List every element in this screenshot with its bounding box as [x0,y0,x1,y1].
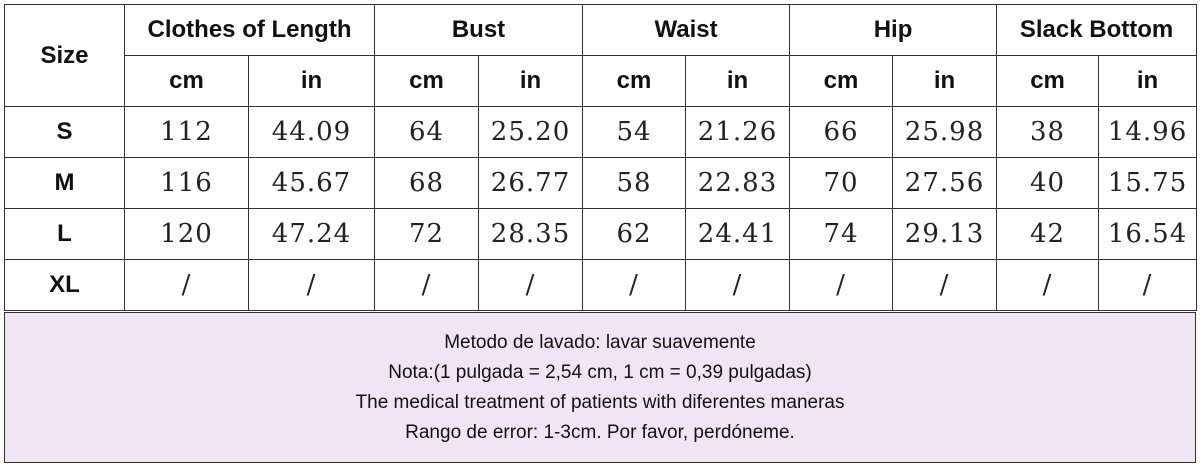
unit-in: in [893,56,997,107]
unit-cm: cm [997,56,1099,107]
table-cell: 116 [125,158,249,209]
table-cell: 112 [125,107,249,158]
table-cell: 25.20 [479,107,583,158]
unit-cm: cm [125,56,249,107]
table-cell: 47.24 [249,209,375,260]
table-cell: 22.83 [686,158,790,209]
unit-in: in [686,56,790,107]
table-cell: / [583,260,686,311]
header-waist: Waist [583,5,790,56]
size-chart [4,4,1196,463]
unit-in: in [1099,56,1197,107]
table-cell: 44.09 [249,107,375,158]
unit-cm: cm [790,56,893,107]
table-cell: / [249,260,375,311]
table-cell: 24.41 [686,209,790,260]
table-cell: 72 [375,209,479,260]
table-cell: 54 [583,107,686,158]
table-cell: 21.26 [686,107,790,158]
measurement-header-row [5,5,1197,56]
table-cell: 64 [375,107,479,158]
table-cell: 66 [790,107,893,158]
table-cell: 28.35 [479,209,583,260]
header-slack-bottom: Slack Bottom [997,5,1197,56]
table-cell: / [479,260,583,311]
table-cell: / [686,260,790,311]
table-cell: 62 [583,209,686,260]
table-cell: 26.77 [479,158,583,209]
table-cell: 14.96 [1099,107,1197,158]
table-cell: 25.98 [893,107,997,158]
header-clothes-length: Clothes of Length [125,5,375,56]
unit-in: in [479,56,583,107]
table-cell: 70 [790,158,893,209]
unit-cm: cm [375,56,479,107]
notes-box [4,312,1196,463]
table-cell: 42 [997,209,1099,260]
conversion-note: Nota:(1 pulgada = 2,54 cm, 1 cm = 0,39 pulgadas) [388,361,812,383]
size-label: XL [5,260,125,311]
table-cell: 74 [790,209,893,260]
unit-in: in [249,56,375,107]
table-cell: 58 [583,158,686,209]
table-cell: 27.56 [893,158,997,209]
treatment-note: The medical treatment of patients with diferentes maneras [355,391,845,413]
table-cell: / [375,260,479,311]
table-cell: 120 [125,209,249,260]
table-cell: / [893,260,997,311]
table-row [5,209,1197,260]
table-cell: 15.75 [1099,158,1197,209]
size-table [4,4,1197,311]
error-range-note: Rango de error: 1-3cm. Por favor, perdóneme. [405,421,795,443]
table-row [5,158,1197,209]
table-cell: 68 [375,158,479,209]
size-label: M [5,158,125,209]
table-cell: / [1099,260,1197,311]
table-row [5,107,1197,158]
size-label: L [5,209,125,260]
header-bust: Bust [375,5,583,56]
unit-cm: cm [583,56,686,107]
unit-header-row [5,56,1197,107]
size-column-header: Size [5,5,125,107]
table-row [5,260,1197,311]
table-cell: / [997,260,1099,311]
table-cell: 40 [997,158,1099,209]
table-cell: / [125,260,249,311]
table-cell: 16.54 [1099,209,1197,260]
size-label: S [5,107,125,158]
header-hip: Hip [790,5,997,56]
table-cell: 38 [997,107,1099,158]
washing-note: Metodo de lavado: lavar suavemente [444,331,756,353]
table-cell: 29.13 [893,209,997,260]
table-cell: 45.67 [249,158,375,209]
table-cell: / [790,260,893,311]
